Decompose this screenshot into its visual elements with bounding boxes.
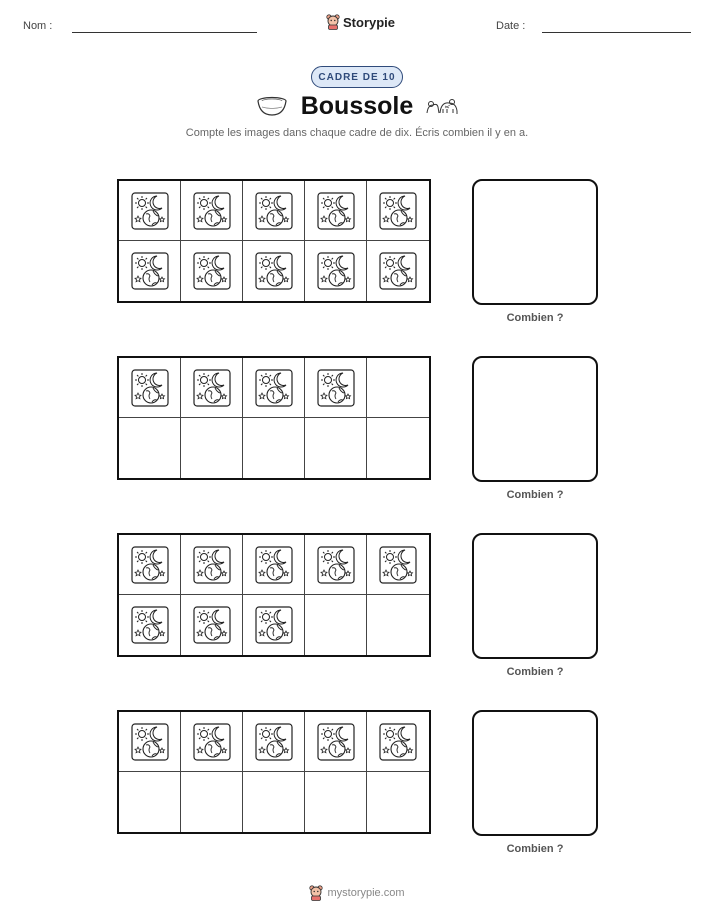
sun-moon-earth-icon [317, 252, 355, 290]
ten-frame-cell [305, 181, 367, 241]
footer [0, 885, 714, 901]
instructions: Compte les images dans chaque cadre de dix. Écris combien il y en a. [185, 127, 529, 139]
ten-frame-cell [243, 241, 305, 301]
ten-frame-cell [367, 241, 429, 301]
sun-moon-earth-icon [255, 192, 293, 230]
sun-moon-earth-icon [131, 723, 169, 761]
ten-frame-cell [305, 712, 367, 772]
ten-frame-cell [305, 241, 367, 301]
sun-moon-earth-icon [193, 192, 231, 230]
ten-frame-cell [243, 358, 305, 418]
sun-moon-earth-icon [193, 723, 231, 761]
combien-label: Combien ? [506, 489, 564, 501]
ten-frame-cell [119, 181, 181, 241]
ten-frame-cell [305, 418, 367, 478]
answer-box[interactable] [472, 179, 598, 305]
ten-frame-cell [243, 595, 305, 655]
ten-frame-cell [367, 712, 429, 772]
ten-frame-cell [367, 358, 429, 418]
ten-frame-cell [181, 595, 243, 655]
sun-moon-earth-icon [131, 606, 169, 644]
ten-frame [117, 179, 431, 303]
sun-moon-earth-icon [131, 252, 169, 290]
ten-frame-cell [243, 712, 305, 772]
ten-frame-cell [367, 418, 429, 478]
page-title: Boussole [300, 92, 414, 120]
ten-frame-cell [367, 772, 429, 832]
ten-frame-cell [305, 358, 367, 418]
ten-frame-cell [119, 595, 181, 655]
sun-moon-earth-icon [131, 192, 169, 230]
ten-frame-cell [181, 418, 243, 478]
ten-frame-cell [305, 772, 367, 832]
ten-frame-cell [181, 358, 243, 418]
name-field[interactable] [72, 32, 257, 33]
ten-frame-cell [367, 595, 429, 655]
answer-box[interactable] [472, 356, 598, 482]
date-label: Date : [496, 20, 526, 32]
ten-frame-cell [181, 181, 243, 241]
ten-frame-cell [119, 241, 181, 301]
answer-box[interactable] [472, 533, 598, 659]
bear-mascot-icon [309, 885, 323, 901]
sun-moon-earth-icon [317, 723, 355, 761]
sun-moon-earth-icon [379, 252, 417, 290]
name-label: Nom : [23, 20, 53, 32]
ten-frame-cell [243, 772, 305, 832]
ten-frame [117, 533, 431, 657]
sun-moon-earth-icon [317, 369, 355, 407]
ten-frame-cell [119, 772, 181, 832]
sun-moon-earth-icon [379, 192, 417, 230]
ten-frame-cell [243, 418, 305, 478]
ten-frame-cell [305, 535, 367, 595]
footer-url: mystorypie.com [327, 887, 405, 899]
worksheet-type-badge: CADRE DE 10 [311, 66, 403, 88]
answer-box[interactable] [472, 710, 598, 836]
sun-moon-earth-icon [255, 252, 293, 290]
date-field[interactable] [542, 32, 691, 33]
ten-frame [117, 710, 431, 834]
brand-logo [326, 14, 395, 30]
sun-moon-earth-icon [379, 723, 417, 761]
bear-mascot-icon [326, 14, 340, 30]
brand-name: Storypie [343, 14, 396, 30]
combien-label: Combien ? [506, 312, 564, 324]
sun-moon-earth-icon [255, 606, 293, 644]
ten-frame-cell [119, 418, 181, 478]
sun-moon-earth-icon [193, 546, 231, 584]
sun-moon-earth-icon [317, 192, 355, 230]
sun-moon-earth-icon [255, 723, 293, 761]
ten-frame-cell [119, 535, 181, 595]
sun-moon-earth-icon [193, 369, 231, 407]
ten-frame-cell [243, 535, 305, 595]
combien-label: Combien ? [506, 666, 564, 678]
sun-moon-earth-icon [255, 546, 293, 584]
ten-frame-cell [119, 358, 181, 418]
combien-label: Combien ? [506, 843, 564, 855]
sun-moon-earth-icon [131, 546, 169, 584]
ten-frame-cell [181, 772, 243, 832]
sun-moon-earth-icon [131, 369, 169, 407]
ten-frame-cell [181, 241, 243, 301]
ten-frame-cell [367, 181, 429, 241]
sun-moon-earth-icon [193, 606, 231, 644]
ten-frame-cell [305, 595, 367, 655]
sun-moon-earth-icon [255, 369, 293, 407]
sun-moon-earth-icon [193, 252, 231, 290]
sun-moon-earth-icon [317, 546, 355, 584]
sun-moon-earth-icon [379, 546, 417, 584]
ten-frame-cell [243, 181, 305, 241]
ten-frame [117, 356, 431, 480]
ten-frame-cell [119, 712, 181, 772]
ten-frame-cell [181, 535, 243, 595]
ten-frame-cell [181, 712, 243, 772]
ten-frame-cell [367, 535, 429, 595]
animals-icon [425, 97, 459, 117]
